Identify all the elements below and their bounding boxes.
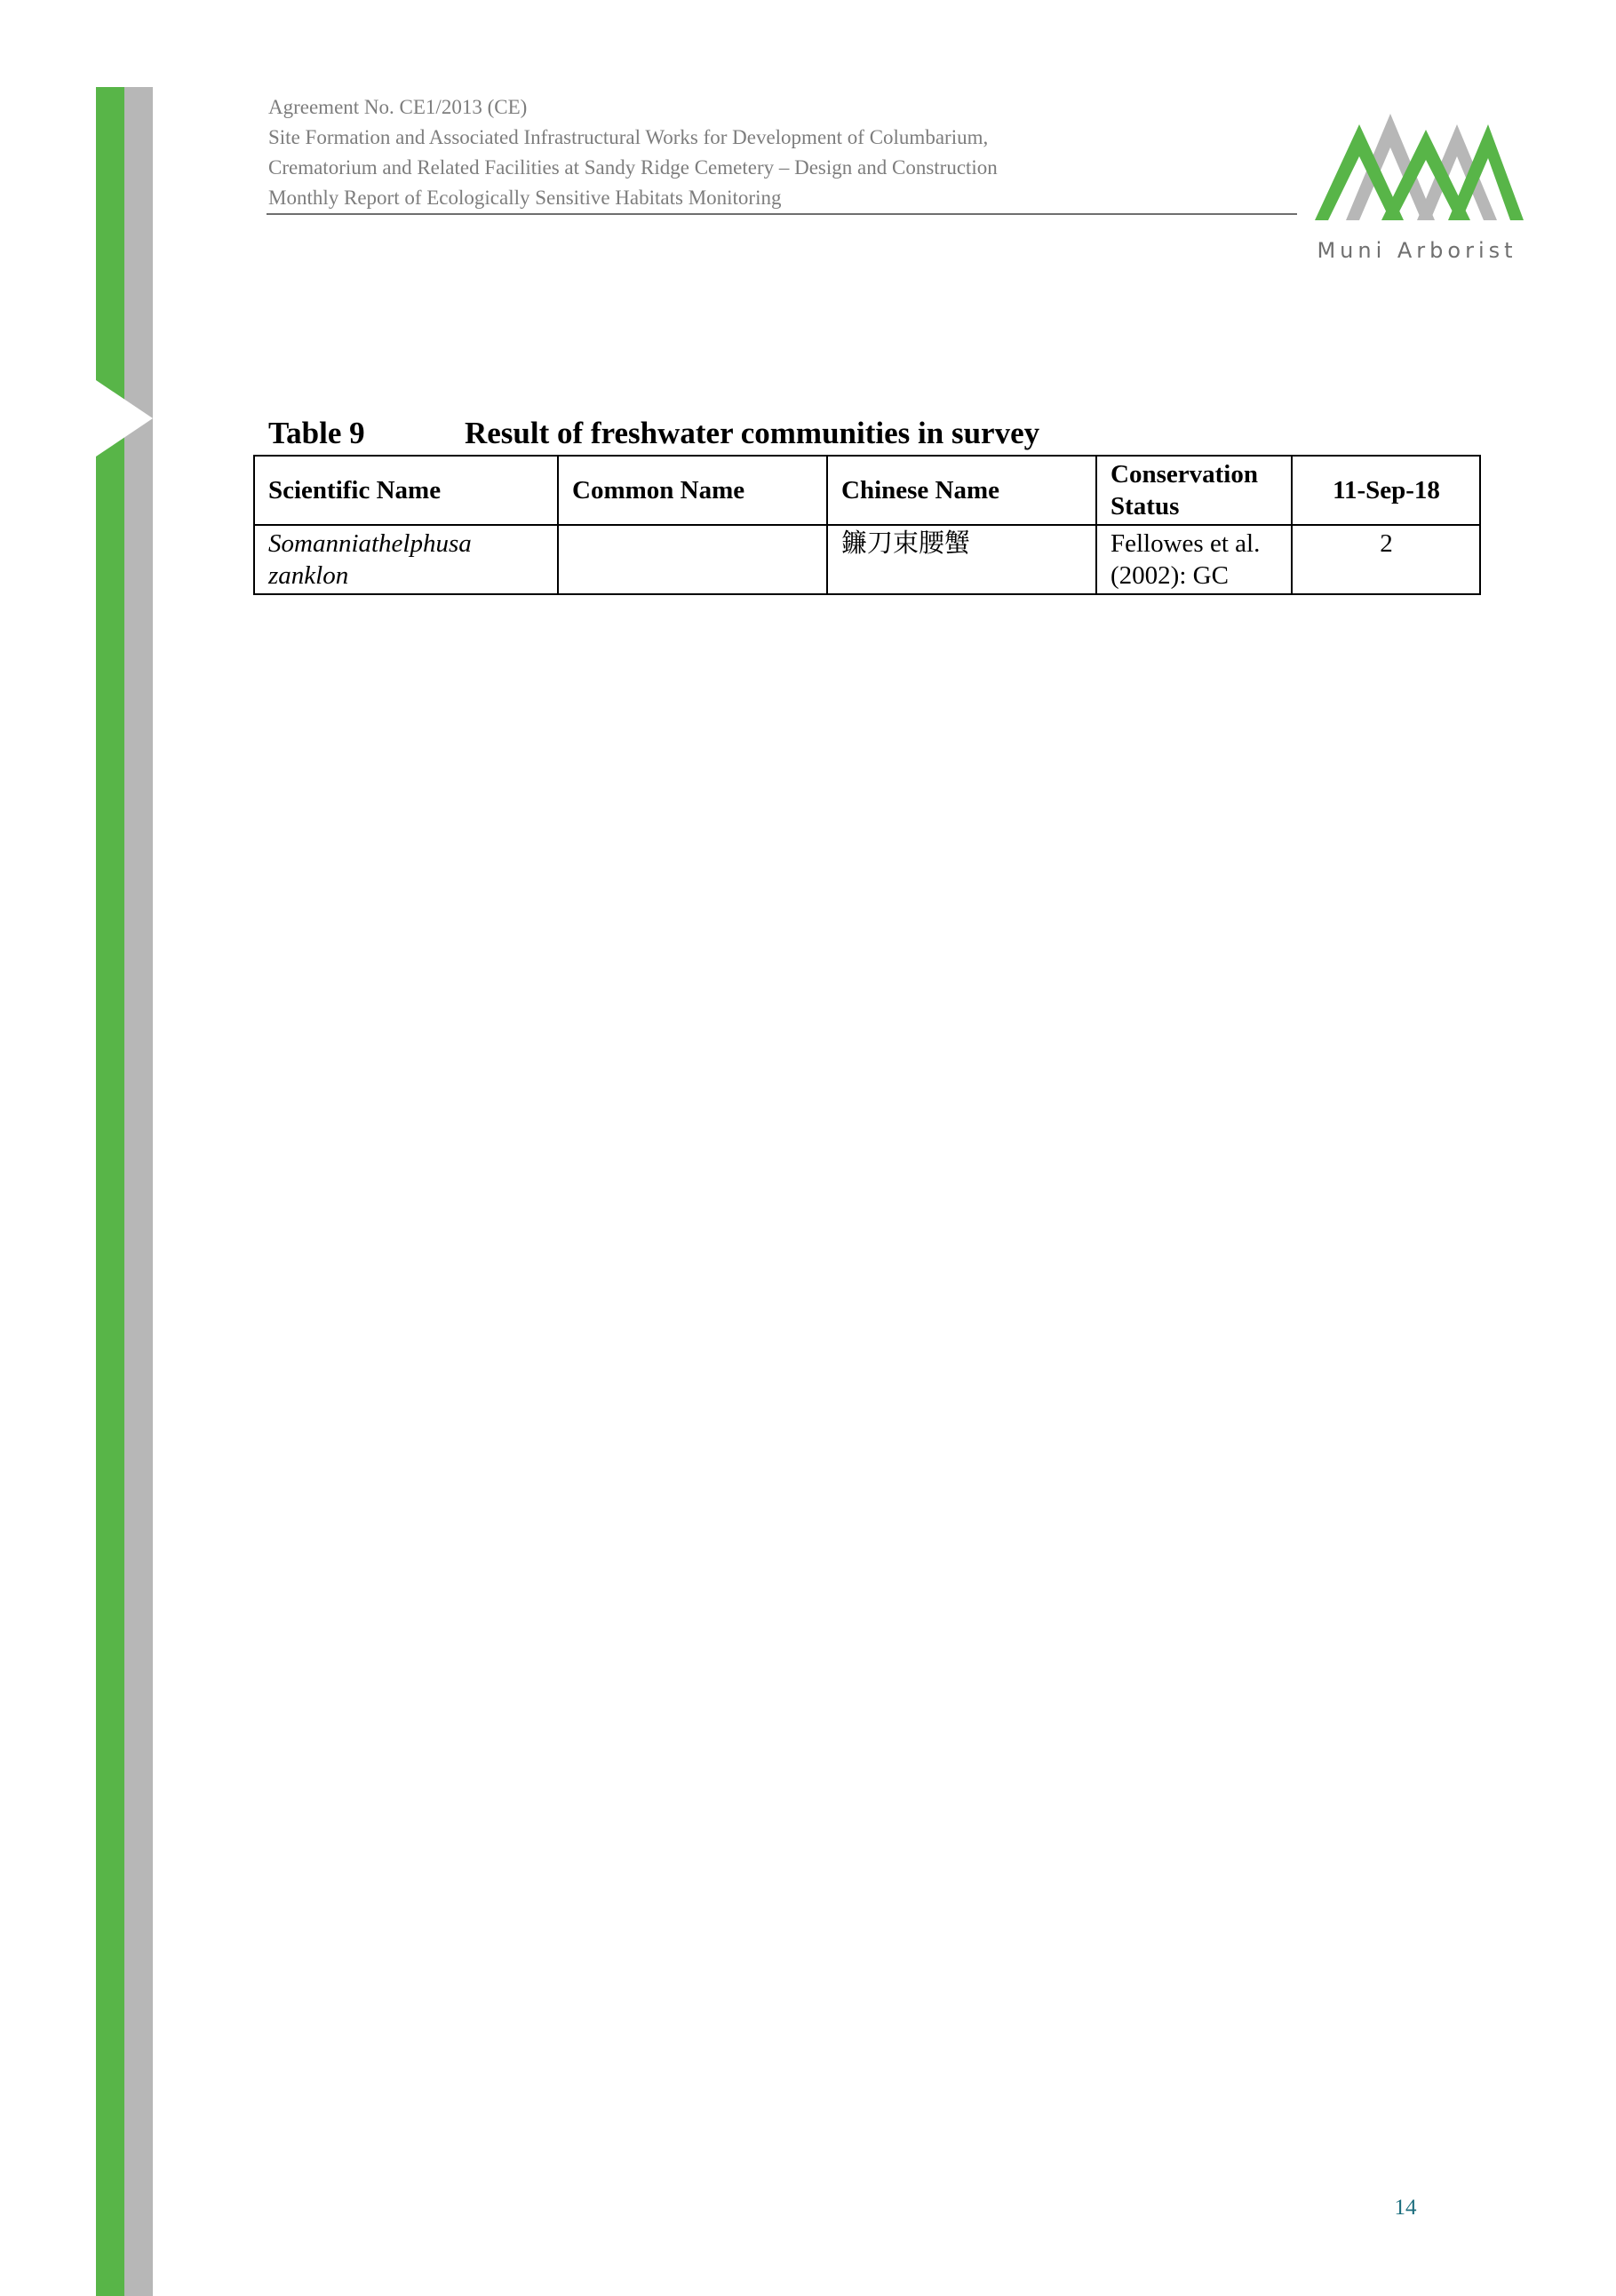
header-scientific-name: Scientific Name	[254, 456, 558, 525]
logo-mountain-icon	[1306, 105, 1528, 229]
table-caption	[268, 416, 1039, 451]
header-common-name: Common Name	[558, 456, 827, 525]
page-number: 14	[1394, 2196, 1417, 2220]
header-line-agreement: Agreement No. CE1/2013 (CE)	[268, 96, 528, 118]
document-header	[268, 92, 1299, 213]
header-chinese-name: Chinese Name	[827, 456, 1096, 525]
header-survey-date: 11-Sep-18	[1292, 456, 1480, 525]
table-header-row	[254, 456, 1480, 525]
table-number: Table 9	[268, 416, 365, 450]
header-line-report: Monthly Report of Ecologically Sensitive Habitats Monitoring	[268, 187, 782, 209]
logo-text: Muni Arborist	[1317, 238, 1517, 263]
cell-common-name	[558, 525, 827, 594]
table-title: Result of freshwater communities in survey	[465, 416, 1040, 450]
header-conservation-status: Conservation Status	[1096, 456, 1292, 525]
stripe-notch-arrow	[96, 380, 153, 457]
cell-chinese-name: 鐮刀束腰蟹	[827, 525, 1096, 594]
muni-arborist-logo	[1306, 105, 1528, 274]
cell-conservation-status: Fellowes et al. (2002): GC	[1096, 525, 1292, 594]
cell-count: 2	[1292, 525, 1480, 594]
cell-scientific-name: Somanniathelphusa zanklon	[254, 525, 558, 594]
header-line-project: Site Formation and Associated Infrastructural Works for Development of Columbarium,	[268, 126, 989, 148]
header-line-project-cont: Crematorium and Related Facilities at Sandy Ridge Cemetery – Design and Construction	[268, 156, 998, 179]
freshwater-communities-table	[253, 455, 1481, 595]
table-row	[254, 525, 1480, 594]
header-divider	[267, 213, 1297, 215]
